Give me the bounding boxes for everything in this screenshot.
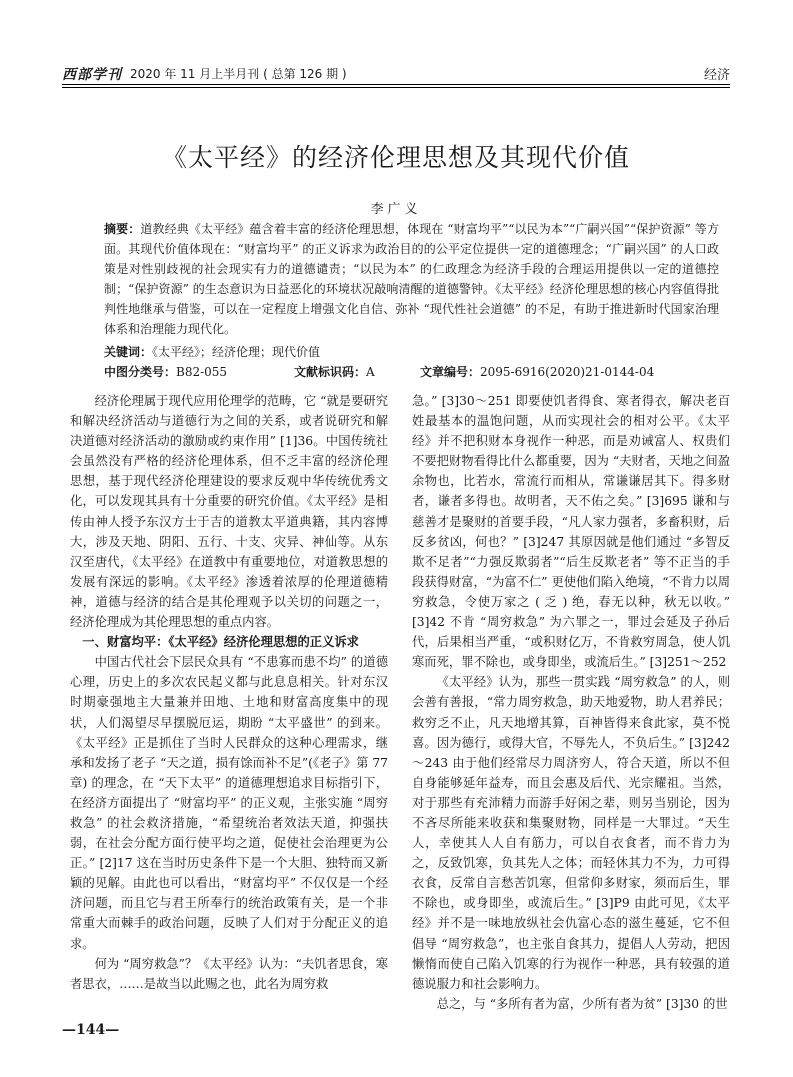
header-rule xyxy=(62,84,730,85)
abstract-label: 摘要： xyxy=(104,222,141,236)
classification-line xyxy=(104,363,719,381)
paragraph: 经济伦理属于现代应用伦理学的范畴，它 “就是要研究和解决经济活动与道德行为之间的关系，或者说研究和解决道德对经济活动的激励或约束作用” [1]36。中国传统社会虽然没有严格的经济伦理体系，但不乏丰富的经济伦理思想，基于现代经济伦理建设的要求反观中华传统优秀文化，可以发现其具有十分重要的研究价值。《太平经》是相传由神人授予东汉方士于吉的道教太平道典籍，其内容博大，涉及天地、阴阳、五行、十支、灾异、神仙等。从东汉至唐代，《太平经》在道教中有重要地位，对道教思想的发展有深远的影响。《太平经》渗透着浓厚的伦理道德精神，道德与经济的结合是其伦理观予以关切的问题之一，经济伦理成为其伦理思想的重点内容。 xyxy=(70,394,388,630)
clc-code xyxy=(104,363,227,380)
paragraph: 急。” [3]30～251 即要使饥者得食、寒者得衣，解决老百姓最基本的温饱问题，从而实现社会的相对公平。《太平经》并不把积财本身视作一种恶，而是劝诫富人、权贵们不要把财物看得比什么都重要，因为 “夫财者，天地之间盈余物也，比若水，常流行而相从，常谦谦居其下。得多财者，谦者多得也。故明者，天不佑之矣。” [3]695 谦和与慈善才是聚财的首要手段，“凡人家力强者，多畜积财，后反多贫凶，何也？” [3]247 其原因就是他们通过 “多智反欺不足者”“力强反欺弱者”“后生反欺老者” 等不正当的手段获得财富，“为富不仁” 更使他们陷入绝境，“不肯力以周穷救急，令使万家之 ( 乏 ) 绝，春无以种，秋无以收。” [3]42 不肯 “周穷救急” 为六罪之一，罪过会延及子孙后代，后果相当严重，“或积财亿万，不肯救穷周急，使人饥寒而死，罪不除也，或身即坐，或流后生。” [3]251～252 xyxy=(412,394,730,670)
art-label: 文章编号： xyxy=(420,365,481,379)
left-column xyxy=(70,391,388,994)
paragraph: 《太平经》认为，那些一贯实践 “周穷救急” 的人，则会善有善报，“常力周穷救急，助天地爱物，助人君养民；救穷乏不止，凡天地增其算，百神皆得来食此家，莫不悦喜。因为德行，或得大官，不辱先人，不负后生。” [3]242～243 由于他们经常尽力周济穷人，符合天道，所以不但自身能够延年益寿，而且会惠及后代、光宗耀祖。当然，对于那些有充沛精力而游手好闲之辈，则另当别论，因为不吝尽所能来收获和集聚财物，同样是一大罪过。“天生人，幸使其人人自有筋力，可以自衣食者，而不肯力为之，反致饥寒，负其先人之体；而轻休其力不为，力可得衣食，反常自言愁苦饥寒，但常仰多财家，须而后生，罪不除也，或身即坐，或流后生。” [3]P9 由此可见，《太平经》并不是一味地放纵社会仇富心态的滋生蔓延，它不但倡导 “周穷救急”，也主张自食其力，提倡人人劳动，把因懒惰而使自己陷入饥寒的行为视作一种恶，具有较强的道德说服力和社会影响力。 xyxy=(412,675,730,991)
abstract xyxy=(104,219,719,339)
header-rule-secondary xyxy=(62,87,730,88)
art-value: 2095-6916(2020)21-0144-04 xyxy=(480,365,655,379)
issue-info: 2020 年 11 月上半月刊 ( 总第 126 期 ) xyxy=(130,67,347,81)
journal-logo: 西部学刊 xyxy=(62,67,122,83)
doc-label: 文献标识码： xyxy=(294,365,367,379)
article-title: 《太平经》的经济伦理思想及其现代价值 xyxy=(161,143,630,172)
doc-code xyxy=(294,363,375,380)
section-heading: 一、财富均平：《太平经》经济伦理思想的正义诉求 xyxy=(82,635,359,650)
clc-value: B82-055 xyxy=(176,365,228,379)
running-header xyxy=(62,62,730,84)
page-number: —144— xyxy=(62,1022,120,1038)
abstract-text: 道教经典《太平经》蕴含着丰富的经济伦理思想，体现在 “财富均平”“以民为本”“广嗣兴国”“保护资源” 等方面。其现代价值体现在：“财富均平” 的正义诉求为政治目的的公平定位提供一定的道德理念；“广嗣兴国” 的人口政策是对性别歧视的社会现实有力的道德谴责；“以民为本” 的仁政理念为经济手段的合理运用提供以一定的道德控制；“保护资源” 的生态意识为日益恶化的环境状况敲响清醒的道德警钟。《太平经》经济伦理思想的核心内容值得批判性地继承与借鉴，可以在一定程度上增强文化自信、弥补 “现代性社会道德” 的不足，有助于推进新时代国家治理体系和治理能力现代化。 xyxy=(104,222,719,336)
author-name: 李广义 xyxy=(370,202,422,217)
right-column xyxy=(412,391,730,1014)
keywords xyxy=(104,343,719,360)
section-label: 经济 xyxy=(703,68,730,83)
doc-value: A xyxy=(366,365,375,379)
keywords-label: 关键词： xyxy=(104,345,153,359)
paragraph: 总之，与 “多所有者为富，少所有者为贫” [3]30 的世 xyxy=(436,996,728,1011)
paragraph: 中国古代社会下层民众具有 “不患寡而患不均” 的道德心理，历史上的多次农民起义都与此息息相关。针对东汉时期豪强地主大量兼并田地、土地和财富高度集中的现状，人们渴望尽早摆脱厄运，期盼 “太平盛世” 的到来。《太平经》正是抓住了当时人民群众的这种心理需求，继承和发扬了老子 “天之道，损有馀而补不足”(《老子》第 77 章) 的理念，在 “天下太平” 的道德理想追求目标指引下，在经济方面提出了 “财富均平” 的正义观，主张实施 “周穷救急” 的社会救济措施，“希望统治者效法天道，抑强扶弱，在社会分配方面行使平均之道，促使社会治理更为公正。” [2]17 这在当时历史条件下是一个大胆、独特而又新颖的见解。由此也可以看出，“财富均平” 不仅仅是一个经济问题，而且它与君王所奉行的统治政策有关，是一个非常重大而棘手的政治问题，反映了人们对于分配正义的追求。 xyxy=(70,655,388,951)
keywords-text: 《太平经》；经济伦理；现代价值 xyxy=(152,345,321,359)
clc-label: 中图分类号： xyxy=(104,365,177,379)
article-number xyxy=(420,363,654,380)
paragraph: 何为 “周穷救急”？《太平经》认为：“夫饥者思食，寒者思衣，……是故当以此赐之也，此名为周穷救 xyxy=(70,956,388,991)
